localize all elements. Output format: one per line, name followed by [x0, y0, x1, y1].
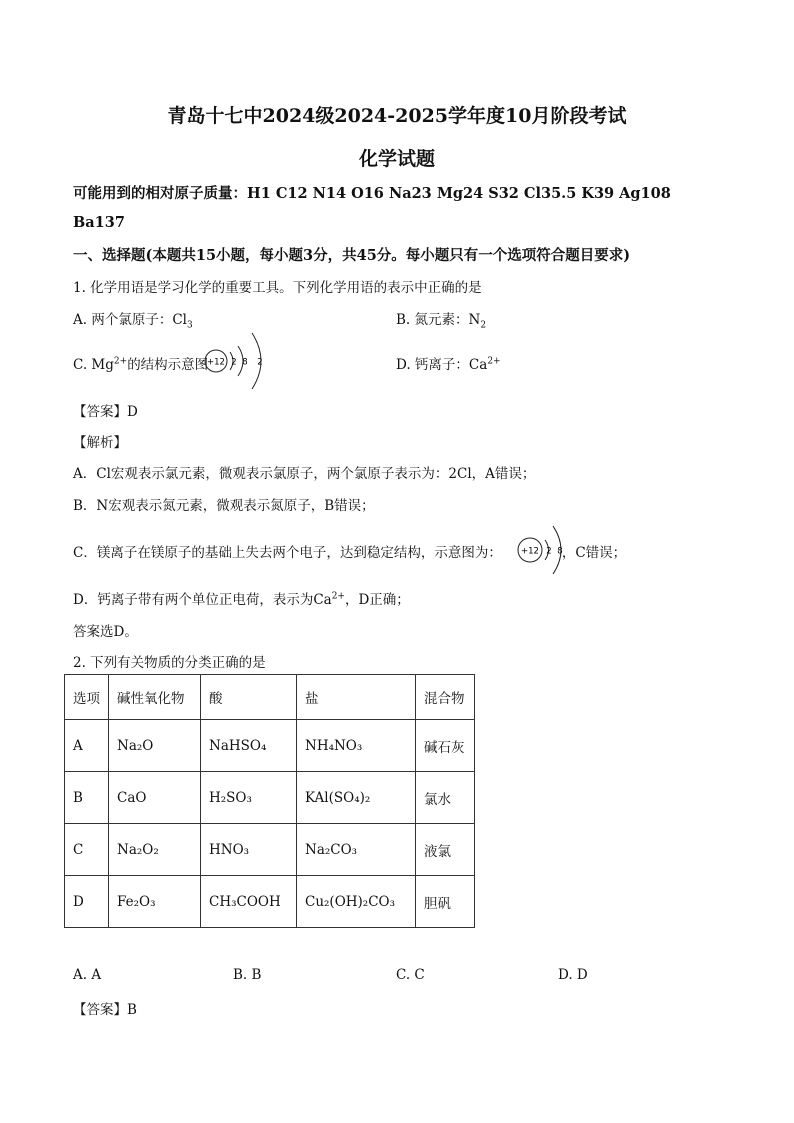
atomic-mass-line2: Ba137: [73, 214, 125, 231]
table-cell: 氯水: [416, 772, 475, 824]
q1-explanation-a: A．Cl宏观表示氯元素，微观表示氯原子，两个氯原子表示为：2Cl，A错误；: [73, 466, 536, 482]
table-cell: 胆矾: [416, 876, 475, 928]
q1-option-c-text: C. Mg: [73, 357, 114, 373]
q2-option-d: D. D: [558, 967, 588, 983]
q1-explanation-c-post: ，C错误；: [561, 545, 627, 561]
q1-explanation-d-pre: D．钙离子带有两个单位正电荷，表示为Ca: [73, 592, 332, 608]
table-header-cell: 碱性氧化物: [109, 675, 201, 720]
shell-2-count: 8: [242, 357, 248, 368]
q1-explanation-d-post: ，D正确；: [344, 592, 410, 608]
table-cell: Na₂O₂: [109, 824, 201, 876]
q2-answer: 【答案】B: [73, 1002, 137, 1018]
q2-stem: 2. 下列有关物质的分类正确的是: [73, 655, 266, 671]
table-cell: CH₃COOH: [201, 876, 297, 928]
q1-analysis-label: 【解析】: [73, 435, 127, 451]
q1-option-a-sub: 3: [186, 320, 193, 331]
shell-3-count: 2: [257, 357, 263, 368]
table-row: [65, 824, 475, 876]
table-row: [65, 876, 475, 928]
table-cell: NaHSO₄: [201, 720, 297, 772]
shell-2-count: 8: [557, 546, 563, 557]
table-cell: 液氯: [416, 824, 475, 876]
exam-subtitle: 化学试题: [358, 148, 435, 170]
table-cell: Na₂CO₃: [297, 824, 416, 876]
table-header-cell: 酸: [201, 675, 297, 720]
table-cell: Na₂O: [109, 720, 201, 772]
shell-1-count: 2: [546, 546, 552, 557]
table-header-cell: 选项: [65, 675, 109, 720]
table-row: [65, 772, 475, 824]
section-heading: 一、选择题(本题共15小题，每小题3分，共45分。每小题只有一个选项符合题目要求): [73, 247, 631, 264]
q1-option-b-text: B. 氮元素：N: [396, 312, 481, 328]
q1-option-c: [73, 353, 208, 373]
q2-option-c: C. C: [396, 967, 425, 983]
q1-option-d-text: D. 钙离子：Ca: [396, 357, 488, 373]
table-cell: D: [65, 876, 109, 928]
mg-ion-correct-diagram: [513, 522, 573, 578]
nucleus-charge: +12: [521, 546, 539, 557]
q2-option-b: B. B: [233, 967, 262, 983]
mg-ion-structure-diagram: [202, 330, 270, 392]
table-header-row: [65, 675, 475, 720]
table-cell: 碱石灰: [416, 720, 475, 772]
table-cell: A: [65, 720, 109, 772]
classification-table: [64, 674, 475, 928]
atomic-mass-line1: 可能用到的相对原子质量：H1 C12 N14 O16 Na23 Mg24 S32 Cl35.5 K39 Ag108: [73, 185, 671, 202]
q1-explanation-d: [73, 588, 410, 608]
q1-option-a: [73, 308, 193, 331]
q1-explanation-b: B．N宏观表示氮元素，微观表示氮原子，B错误；: [73, 498, 375, 514]
table-cell: H₂SO₃: [201, 772, 297, 824]
table-header-cell: 盐: [297, 675, 416, 720]
table-cell: KAl(SO₄)₂: [297, 772, 416, 824]
table-cell: CaO: [109, 772, 201, 824]
table-cell: B: [65, 772, 109, 824]
table-row: [65, 720, 475, 772]
q1-explanation-d-sup: 2+: [331, 591, 345, 602]
table-cell: HNO₃: [201, 824, 297, 876]
q1-stem: 1. 化学用语是学习化学的重要工具。下列化学用语的表示中正确的是: [73, 280, 482, 296]
q1-conclusion: 答案选D。: [73, 624, 138, 640]
table-cell: Cu₂(OH)₂CO₃: [297, 876, 416, 928]
table-cell: Fe₂O₃: [109, 876, 201, 928]
table-cell: NH₄NO₃: [297, 720, 416, 772]
q1-option-c-sup: 2+: [113, 356, 128, 367]
shell-1-count: 2: [231, 357, 237, 368]
q2-option-a: A. A: [73, 967, 102, 983]
q1-explanation-c-pre: C．镁离子在镁原子的基础上失去两个电子，达到稳定结构，示意图为：: [73, 545, 502, 561]
q1-option-b-sub: 2: [480, 320, 487, 331]
q1-option-a-text: A. 两个氯原子：Cl: [73, 312, 187, 328]
q1-option-d-sup: 2+: [487, 356, 501, 367]
table-header-cell: 混合物: [416, 675, 475, 720]
exam-title: 青岛十七中2024级2024-2025学年度10月阶段考试: [167, 105, 627, 127]
q1-option-b: [396, 308, 486, 331]
q1-answer: 【答案】D: [73, 404, 138, 420]
table-cell: C: [65, 824, 109, 876]
q1-option-c-post: 的结构示意图: [127, 357, 209, 373]
nucleus-charge: +12: [207, 357, 225, 368]
q1-option-d: [396, 353, 501, 373]
